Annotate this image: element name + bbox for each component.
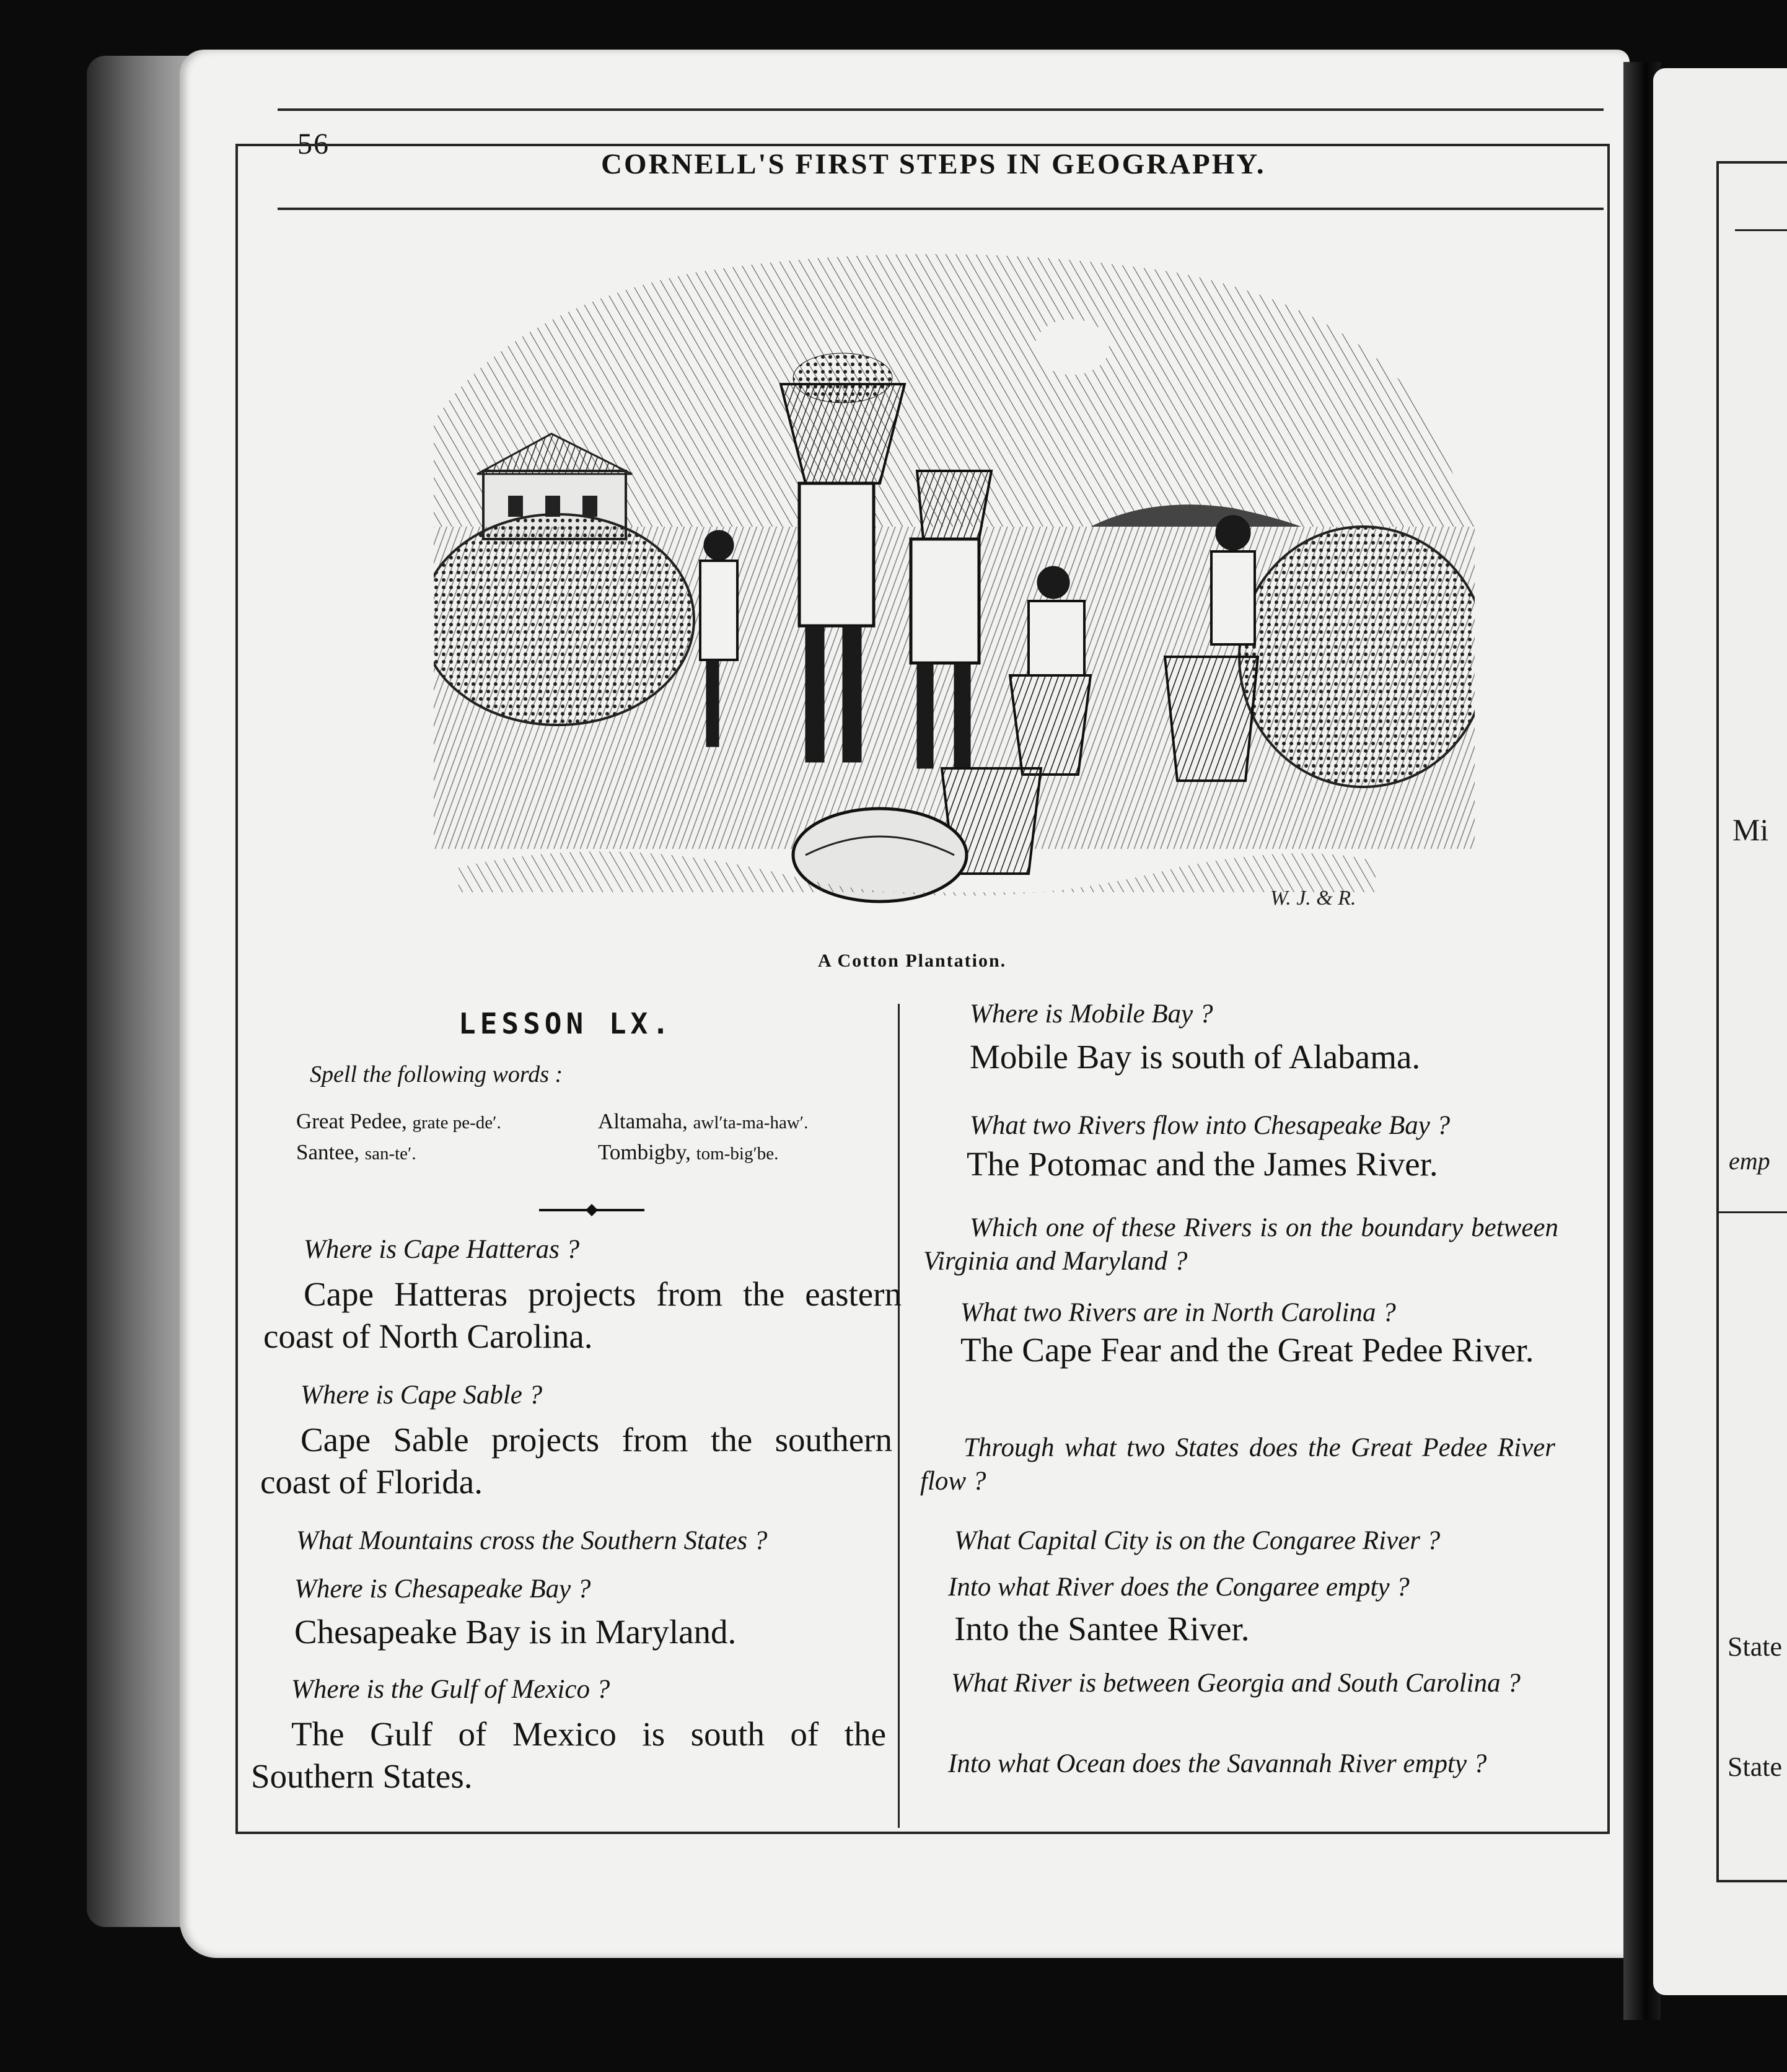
- lesson-title: LESSON LX.: [459, 1007, 674, 1040]
- facing-page-fragment: State: [1728, 1631, 1782, 1662]
- running-title: CORNELL'S FIRST STEPS IN GEOGRAPHY.: [601, 148, 1266, 180]
- question: What Mountains cross the Southern States ?: [296, 1526, 768, 1555]
- pronunciation: tom-big′be.: [696, 1144, 779, 1164]
- question: What Capital City is on the Congaree River ?: [954, 1526, 1441, 1555]
- spelling-word: [296, 1140, 416, 1165]
- facing-page-rule: [1716, 1211, 1787, 1213]
- question: Which one of these Rivers is on the boundary between Virginia and Maryland ?: [923, 1213, 1558, 1276]
- facing-page-fragment: emp: [1729, 1147, 1770, 1175]
- engraver-signature: W. J. & R.: [1270, 887, 1356, 910]
- cotton-plantation-illustration: [434, 235, 1475, 948]
- question: Into what River does the Congaree empty ?: [948, 1573, 1410, 1602]
- spelling-word: [296, 1109, 501, 1134]
- answer: The Gulf of Mexico is south of the Southern States.: [251, 1715, 886, 1796]
- illustration-caption: A Cotton Plantation.: [818, 950, 1007, 971]
- section-ornament: [539, 1201, 644, 1219]
- answer: Mobile Bay is south of Alabama.: [970, 1038, 1421, 1076]
- facing-page-frame: [1716, 161, 1787, 1882]
- answer: The Potomac and the James River.: [967, 1145, 1438, 1183]
- question: Into what Ocean does the Savannah River empty ?: [948, 1749, 1487, 1778]
- page-number: 56: [297, 128, 330, 160]
- spelling-word: [598, 1140, 778, 1165]
- facing-page-rule: [1735, 229, 1787, 231]
- question: What River is between Georgia and South Carolina ?: [951, 1669, 1521, 1698]
- question: Where is Mobile Bay ?: [970, 999, 1213, 1029]
- answer: The Cape Fear and the Great Pedee River.: [960, 1331, 1534, 1369]
- spelling-word-text: Santee,: [296, 1140, 360, 1164]
- question: Where is Cape Hatteras ?: [304, 1235, 580, 1264]
- answer: Into the Santee River.: [954, 1610, 1250, 1648]
- pronunciation: san-te′.: [364, 1144, 416, 1164]
- spelling-word-text: Altamaha,: [598, 1109, 688, 1133]
- question: Through what two States does the Great Pedee River flow ?: [920, 1433, 1555, 1496]
- answer: Cape Hatteras projects from the eastern coast of North Carolina.: [263, 1275, 902, 1356]
- header-rule: [278, 108, 1604, 111]
- question: Where is Chesapeake Bay ?: [294, 1574, 591, 1604]
- spelling-word: [598, 1109, 808, 1134]
- question: Where is the Gulf of Mexico ?: [291, 1675, 610, 1704]
- answer: Chesapeake Bay is in Maryland.: [294, 1613, 737, 1651]
- facing-page-fragment: Mi: [1732, 812, 1769, 847]
- pronunciation: awl′ta-ma-haw′.: [693, 1113, 809, 1133]
- spelling-word-text: Great Pedee,: [296, 1109, 407, 1133]
- spelling-prompt: Spell the following words :: [310, 1061, 563, 1087]
- question: Where is Cape Sable ?: [301, 1381, 543, 1410]
- spelling-word-text: Tombigby,: [598, 1140, 691, 1164]
- pronunciation: grate pe-de′.: [412, 1113, 501, 1133]
- question: What two Rivers are in North Carolina ?: [960, 1298, 1396, 1327]
- facing-page-fragment: State: [1728, 1752, 1782, 1782]
- answer: Cape Sable projects from the southern coast of Florida.: [260, 1421, 892, 1501]
- question: What two Rivers flow into Chesapeake Bay ?: [970, 1111, 1451, 1140]
